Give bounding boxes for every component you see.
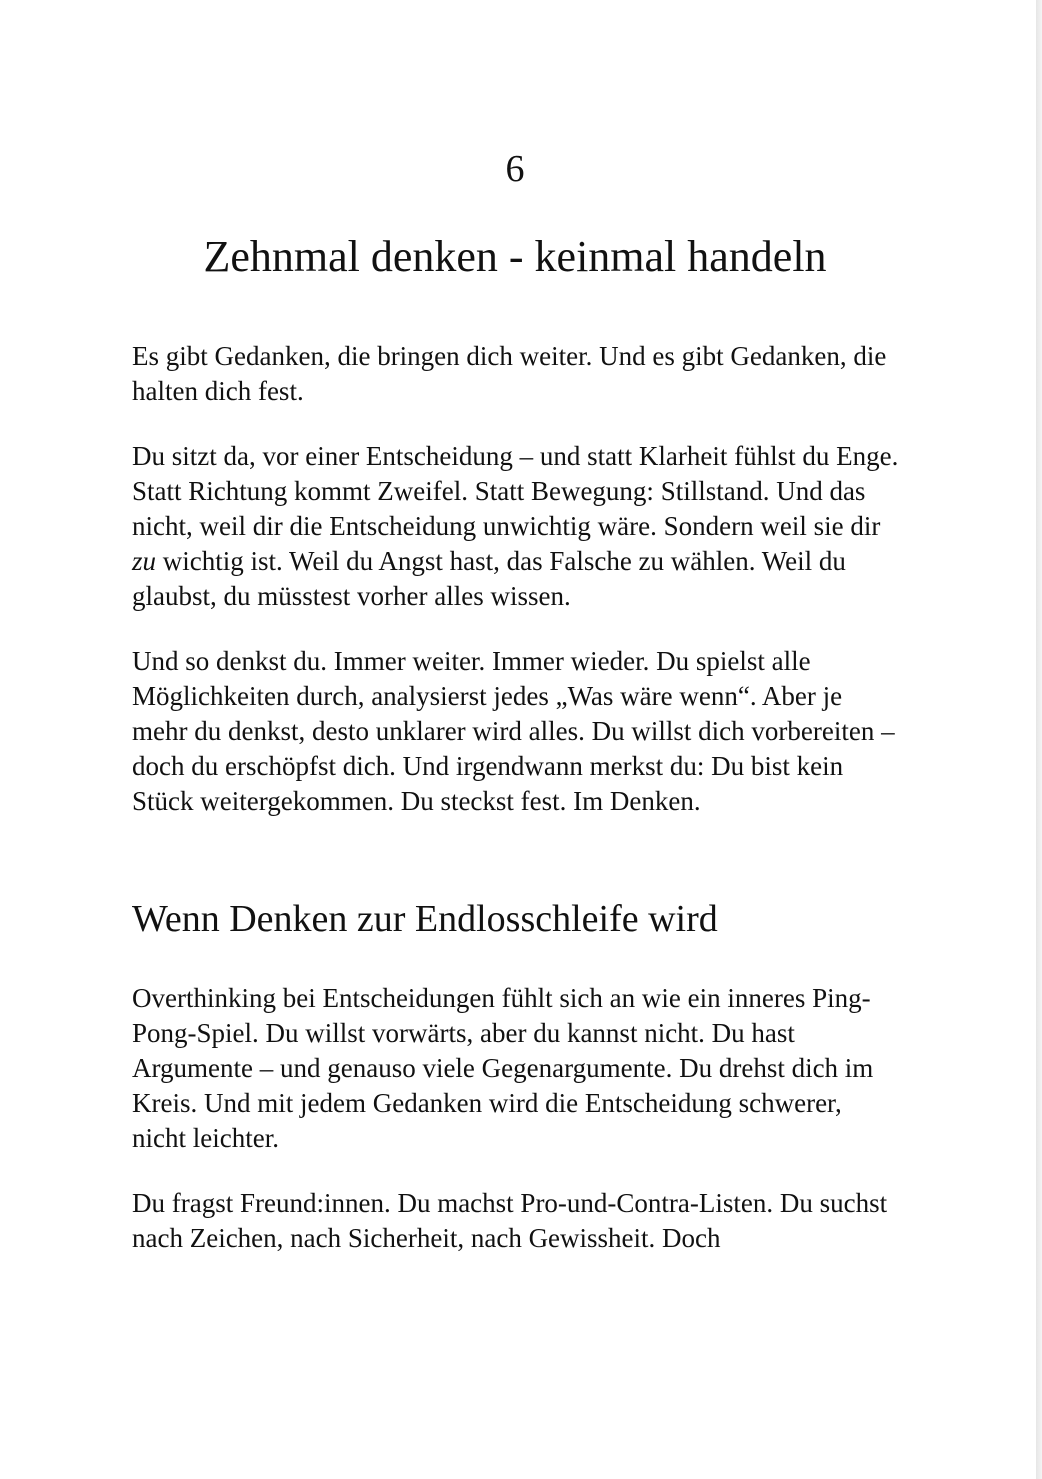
chapter-title: Zehnmal denken - keinmal handeln xyxy=(203,232,827,281)
chapter-body xyxy=(132,339,902,1286)
section-paragraph-1: Overthinking bei Entscheidungen fühlt sich an wie ein inneres Ping-Pong-Spiel. Du willst vorwärts, aber du kannst nicht. Du hast Argumente – und genauso viele Gegenargumente. Du drehst dich im Kreis. Und mit jedem Gedanken wird die Entscheidung schwerer, nicht leichter. xyxy=(132,983,874,1153)
paragraph-2-text-start: Du sitzt da, vor einer Entscheidung – und statt Klarheit fühlst du Enge. Statt Richtung kommt Zweifel. Statt Bewegung: Stillstand. Und das nicht, weil dir die Entscheidung unwichtig wäre. Sondern weil sie dir xyxy=(132,441,899,541)
page-edge-shadow xyxy=(1036,0,1042,1479)
paragraph-2 xyxy=(132,439,902,614)
paragraph-1: Es gibt Gedanken, die bringen dich weiter. Und es gibt Gedanken, die halten dich fest. xyxy=(132,341,887,406)
section-paragraph-2: Du fragst Freund:innen. Du machst Pro-und-Contra-Listen. Du suchst nach Zeichen, nach Sicherheit, nach Gewissheit. Doch xyxy=(132,1188,888,1253)
section-heading: Wenn Denken zur Endlosschleife wird xyxy=(132,898,718,940)
paragraph-3: Und so denkst du. Immer weiter. Immer wieder. Du spielst alle Möglichkeiten durch, analysierst jedes „Was wäre wenn“. Aber je mehr du denkst, desto unklarer wird alles. Du willst dich vorbereiten – doch du erschöpfst dich. Und irgendwann merkst du: Du bist kein Stück weitergekommen. Du steckst fest. Im Denken. xyxy=(132,646,895,816)
chapter-number: 6 xyxy=(505,148,525,190)
paragraph-2-text-end: wichtig ist. Weil du Angst hast, das Falsche zu wählen. Weil du glaubst, du müsstest vorher alles wissen. xyxy=(132,546,846,611)
emphasis-zu: zu xyxy=(132,546,157,576)
